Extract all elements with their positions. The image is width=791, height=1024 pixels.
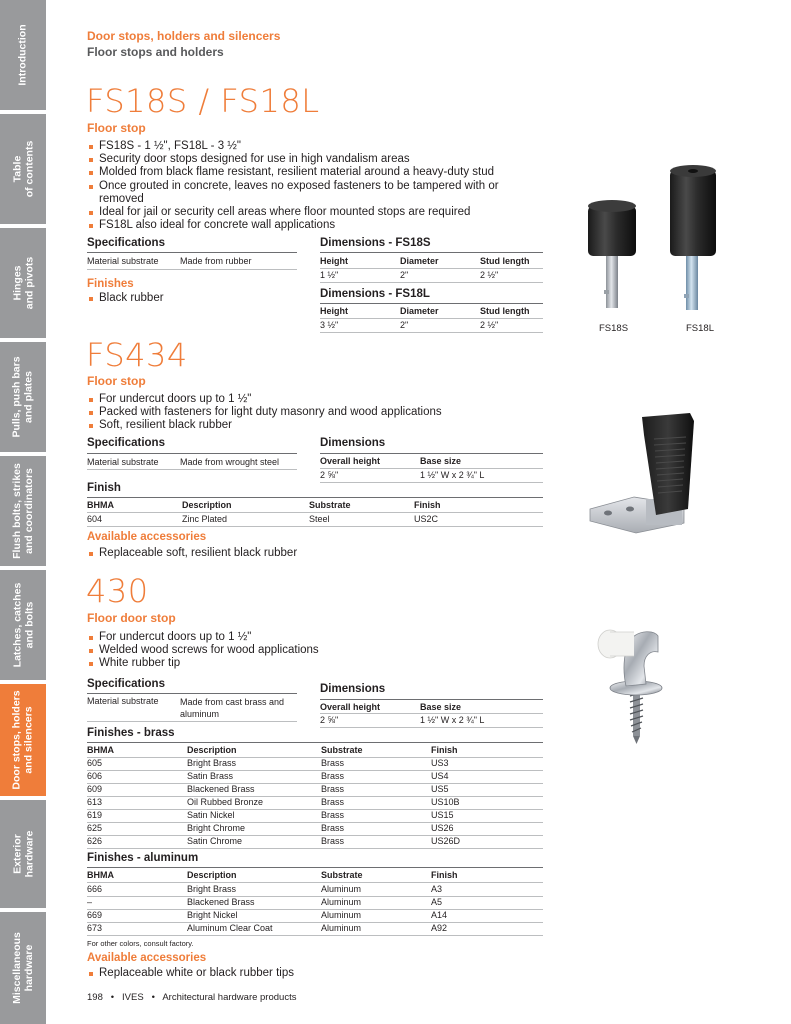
table-cell: A92	[431, 923, 448, 933]
table-cell: Aluminum	[321, 923, 362, 933]
table-cell: US15	[431, 810, 454, 820]
feature-item: For undercut doors up to 1 ½"	[87, 631, 527, 644]
table-header-cell: Description	[187, 745, 237, 755]
footnote: For other colors, consult factory.	[87, 939, 194, 948]
table-cell: Brass	[321, 784, 345, 794]
table-header-cell: Base size	[420, 702, 462, 712]
table-cell: 669	[87, 910, 103, 920]
table-cell: 613	[87, 797, 103, 807]
side-tab-bar	[0, 0, 46, 1024]
page-footer	[87, 992, 296, 1003]
dimensions-heading: Dimensions	[320, 437, 386, 449]
catalog-title: Architectural hardware products	[162, 992, 297, 1003]
spec-label: Material substrate	[87, 256, 159, 266]
divider	[87, 469, 297, 470]
divider	[87, 757, 543, 758]
feature-list-fs18	[87, 140, 527, 232]
table-cell: 2 ⅝"	[320, 470, 339, 480]
table-cell: Aluminum	[321, 897, 362, 907]
accessories-heading: Available accessories	[87, 531, 207, 543]
table-header-cell: Substrate	[309, 500, 351, 510]
divider	[87, 796, 543, 797]
feature-item: Once grouted in concrete, leaves no exposed fasteners to be tampered with or removed	[87, 180, 527, 206]
table-cell: US3	[431, 758, 449, 768]
section-title: Door stops, holders and silencers	[87, 29, 281, 43]
tab-label: Door stops, holders and silencers	[11, 690, 35, 790]
tab-flush-bolts[interactable]	[0, 456, 46, 566]
fs434-product-image	[584, 405, 709, 540]
divider	[320, 318, 543, 319]
table-header-cell: Finish	[431, 745, 458, 755]
table-cell: Satin Nickel	[187, 810, 235, 820]
divider	[87, 497, 543, 498]
table-cell: 1 ½" W x 2 ¾" L	[420, 470, 485, 480]
table-cell: 3 ½"	[320, 320, 339, 330]
dimensions-heading: Dimensions - FS18L	[320, 288, 430, 300]
table-cell: Bright Brass	[187, 758, 237, 768]
dimensions-heading: Dimensions	[320, 683, 386, 695]
accessory-item: Replaceable white or black rubber tips	[87, 967, 527, 980]
footer-separator: •	[146, 992, 161, 1003]
feature-list-fs434	[87, 393, 527, 433]
divider	[320, 727, 543, 728]
table-cell: US5	[431, 784, 449, 794]
430-product-image	[588, 618, 683, 746]
divider	[87, 935, 543, 936]
table-cell: A14	[431, 910, 448, 920]
accessory-item: Replaceable soft, resilient black rubber	[87, 547, 527, 560]
table-cell: Aluminum Clear Coat	[187, 923, 273, 933]
table-cell: Brass	[321, 810, 345, 820]
brass-finishes-heading: Finishes - brass	[87, 727, 175, 739]
divider	[87, 835, 543, 836]
brand-name: IVES	[122, 992, 144, 1003]
table-cell: 1 ½" W x 2 ¾" L	[420, 715, 485, 725]
product-title-fs434: FS434	[86, 336, 188, 374]
table-cell: Blackened Brass	[187, 784, 255, 794]
divider	[87, 867, 543, 868]
table-cell: 619	[87, 810, 103, 820]
image-caption-fs18s: FS18S	[599, 323, 629, 334]
feature-item: Ideal for jail or security cell areas where floor mounted stops are required	[87, 206, 527, 219]
divider	[87, 512, 543, 513]
divider	[87, 693, 297, 694]
divider	[87, 909, 543, 910]
divider	[320, 332, 543, 333]
divider	[87, 742, 543, 743]
table-cell: Brass	[321, 823, 345, 833]
divider	[87, 783, 543, 784]
table-cell: 625	[87, 823, 103, 833]
table-header-cell: Substrate	[321, 870, 363, 880]
table-cell: Satin Chrome	[187, 836, 243, 846]
table-cell: US26D	[431, 836, 461, 846]
table-header-cell: Stud length	[480, 306, 530, 316]
table-cell: 2"	[400, 270, 409, 280]
spec-label: Material substrate	[87, 457, 159, 467]
table-header-cell: BHMA	[87, 500, 114, 510]
tab-exterior-hardware[interactable]	[0, 800, 46, 908]
tab-label: Introduction	[17, 24, 29, 86]
spec-value: Made from rubber	[180, 256, 252, 266]
divider	[87, 721, 297, 722]
divider	[320, 713, 543, 714]
table-cell: Brass	[321, 797, 345, 807]
accessories-list	[87, 967, 527, 980]
footer-separator: •	[105, 992, 120, 1003]
product-subtitle-fs434: Floor stop	[87, 374, 146, 388]
table-cell: Bright Brass	[187, 884, 237, 894]
table-cell: Blackened Brass	[187, 897, 255, 907]
product-subtitle-fs18: Floor stop	[87, 121, 146, 135]
table-header-cell: Finish	[414, 500, 441, 510]
tab-label: Miscellaneous hardware	[11, 932, 35, 1004]
table-cell: –	[87, 897, 93, 907]
table-cell: Steel	[309, 514, 330, 524]
table-cell: 604	[87, 514, 103, 524]
product-title-430: 430	[86, 572, 149, 610]
divider	[87, 453, 297, 454]
finishes-heading: Finishes	[87, 278, 134, 290]
table-cell: A5	[431, 897, 443, 907]
table-cell: 2 ½"	[480, 270, 499, 280]
table-cell: 609	[87, 784, 103, 794]
accessories-heading: Available accessories	[87, 952, 207, 964]
table-cell: Satin Brass	[187, 771, 234, 781]
table-cell: Aluminum	[321, 910, 362, 920]
table-cell: 1 ½"	[320, 270, 339, 280]
finish-heading: Finish	[87, 482, 121, 494]
table-cell: 673	[87, 923, 103, 933]
tab-hinges-and-pivots[interactable]	[0, 228, 46, 338]
table-cell: 2"	[400, 320, 409, 330]
divider	[87, 882, 543, 883]
section-subtitle: Floor stops and holders	[87, 45, 224, 59]
divider	[87, 922, 543, 923]
divider	[320, 453, 543, 454]
feature-item: Molded from black flame resistant, resilient material around a heavy-duty stud	[87, 166, 527, 179]
table-cell: Brass	[321, 836, 345, 846]
table-cell: Bright Nickel	[187, 910, 238, 920]
table-header-cell: Substrate	[321, 745, 363, 755]
table-cell: US4	[431, 771, 449, 781]
table-header-cell: Description	[187, 870, 237, 880]
feature-item: Welded wood screws for wood applications	[87, 644, 527, 657]
table-cell: US10B	[431, 797, 460, 807]
feature-list-430	[87, 631, 527, 671]
tab-label: Exterior hardware	[11, 830, 35, 878]
feature-item: For undercut doors up to 1 ½"	[87, 393, 527, 406]
tab-miscellaneous-hardware[interactable]	[0, 912, 46, 1024]
table-header-cell: Description	[182, 500, 232, 510]
feature-item: FS18L also ideal for concrete wall applications	[87, 219, 527, 232]
feature-item: FS18S - 1 ½", FS18L - 3 ½"	[87, 140, 527, 153]
divider	[87, 809, 543, 810]
tab-table-of-contents[interactable]	[0, 114, 46, 224]
divider	[320, 303, 543, 304]
tab-pulls-push-bars[interactable]	[0, 342, 46, 452]
feature-item: Security door stops designed for use in high vandalism areas	[87, 153, 527, 166]
table-cell: 605	[87, 758, 103, 768]
table-header-cell: Stud length	[480, 256, 530, 266]
table-header-cell: Diameter	[400, 256, 439, 266]
feature-item: Soft, resilient black rubber	[87, 419, 527, 432]
spec-heading: Specifications	[87, 437, 165, 449]
tab-label: Flush bolts, strikes and coordinators	[11, 463, 36, 559]
table-cell: Brass	[321, 758, 345, 768]
table-header-cell: Height	[320, 256, 348, 266]
table-cell: Oil Rubbed Bronze	[187, 797, 264, 807]
table-header-cell: Overall height	[320, 456, 381, 466]
tab-introduction[interactable]	[0, 0, 46, 110]
dimensions-heading: Dimensions - FS18S	[320, 237, 431, 249]
divider	[87, 526, 543, 527]
table-header-cell: Height	[320, 306, 348, 316]
finish-item: Black rubber	[87, 292, 287, 305]
divider	[320, 282, 543, 283]
divider	[320, 699, 543, 700]
table-header-cell: Base size	[420, 456, 462, 466]
divider	[87, 822, 543, 823]
divider	[87, 770, 543, 771]
divider	[87, 848, 543, 849]
feature-item: Packed with fasteners for light duty masonry and wood applications	[87, 406, 527, 419]
table-cell: Bright Chrome	[187, 823, 246, 833]
feature-item: White rubber tip	[87, 657, 527, 670]
tab-label: Latches, catches and bolts	[11, 582, 36, 668]
table-cell: 606	[87, 771, 103, 781]
image-caption-fs18l: FS18L	[686, 323, 714, 334]
spec-label: Material substrate	[87, 696, 159, 706]
product-subtitle-430: Floor door stop	[87, 611, 176, 625]
divider	[320, 468, 543, 469]
table-cell: 626	[87, 836, 103, 846]
spec-value: Made from cast brass and aluminum	[180, 697, 285, 719]
tab-label: Table of contents	[11, 140, 35, 198]
table-header-cell: Overall height	[320, 702, 381, 712]
accessories-list	[87, 547, 527, 560]
table-cell: US26	[431, 823, 454, 833]
table-cell: 666	[87, 884, 103, 894]
table-header-cell: Diameter	[400, 306, 439, 316]
divider	[320, 268, 543, 269]
table-header-cell: BHMA	[87, 870, 114, 880]
table-cell: 2 ½"	[480, 320, 499, 330]
divider	[320, 252, 543, 253]
aluminum-finishes-heading: Finishes - aluminum	[87, 852, 199, 864]
table-cell: Zinc Plated	[182, 514, 228, 524]
divider	[320, 482, 543, 483]
page-number: 198	[87, 992, 103, 1003]
table-cell: Brass	[321, 771, 345, 781]
tab-label: Hinges and pivots	[11, 256, 36, 310]
divider	[87, 252, 297, 253]
divider	[87, 269, 297, 270]
table-cell: 2 ⅝"	[320, 715, 339, 725]
table-cell: US2C	[414, 514, 439, 524]
tab-door-stops[interactable]	[0, 684, 46, 796]
spec-value: Made from wrought steel	[180, 457, 280, 467]
table-cell: A3	[431, 884, 443, 894]
divider	[87, 896, 543, 897]
spec-heading: Specifications	[87, 237, 165, 249]
table-header-cell: Finish	[431, 870, 458, 880]
table-header-cell: BHMA	[87, 745, 114, 755]
fs18-product-image	[580, 160, 730, 320]
tab-latches-catches[interactable]	[0, 570, 46, 680]
finishes-list	[87, 292, 287, 305]
product-title-fs18: FS18S / FS18L	[86, 82, 320, 120]
spec-heading: Specifications	[87, 678, 165, 690]
table-cell: Aluminum	[321, 884, 362, 894]
tab-label: Pulls, push bars and plates	[11, 356, 36, 438]
